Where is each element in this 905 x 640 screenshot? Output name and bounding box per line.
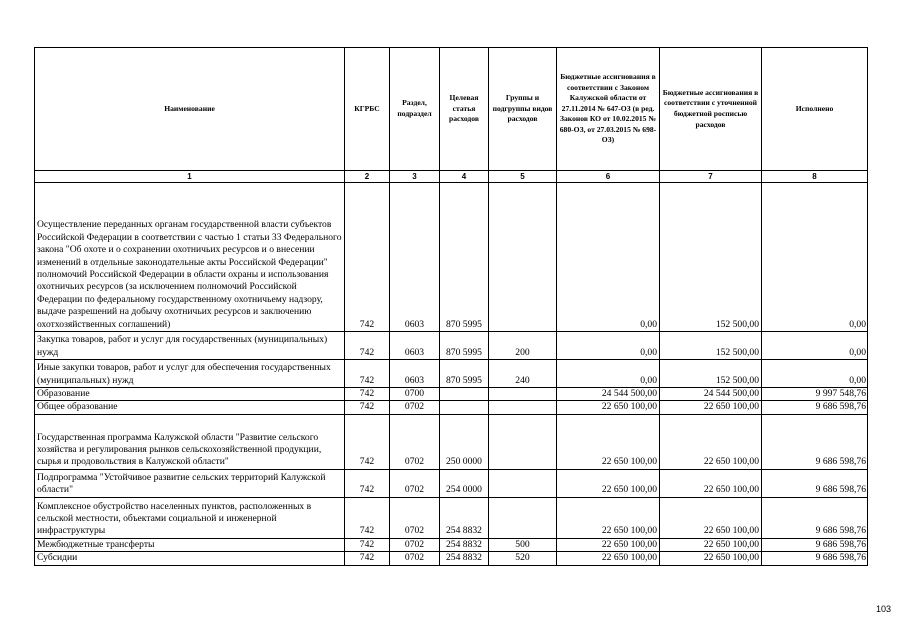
row-target-article: 870 5995 <box>440 183 489 332</box>
table-row <box>35 469 868 497</box>
header-kgrbs: КГРБС <box>345 48 390 171</box>
row-name: Осуществление переданных органам государственной власти субъектов Российской Федерации в соответствии с частью 1 статьи 33 Федерального закона "Об охоте и о сохранении охотничьих ресурсов и о внесении изменений в отдельные законодательные акты Российской Федерации" полномочий Российской Федерации в области охраны и использования охотничьих ресурсов (за исключением полномочий Российской Федерации по федеральному государственному охотничьему надзору, выдаче разрешений на добычу охотничьих ресурсов и заключению охотхозяйственных соглашений) <box>35 183 345 332</box>
row-razdel: 0700 <box>390 388 440 401</box>
row-budget-law: 22 650 100,00 <box>557 552 660 565</box>
row-target-article: 254 0000 <box>440 469 489 497</box>
row-budget-law: 22 650 100,00 <box>557 538 660 551</box>
row-name: Образование <box>35 388 345 401</box>
row-razdel: 0702 <box>390 401 440 414</box>
table-row <box>35 497 868 538</box>
row-name: Субсидии <box>35 552 345 565</box>
row-kgrbs: 742 <box>345 552 390 565</box>
table-row <box>35 332 868 360</box>
table-row <box>35 183 868 332</box>
row-expense-type: 200 <box>489 332 557 360</box>
page-number: 103 <box>876 604 892 614</box>
header-razdel: Раздел, подраздел <box>390 48 440 171</box>
row-budget-refined: 152 500,00 <box>660 183 762 332</box>
row-expense-type <box>489 497 557 538</box>
header-executed: Исполнено <box>762 48 868 171</box>
row-target-article: 254 8832 <box>440 552 489 565</box>
row-executed: 9 997 548,76 <box>762 388 868 401</box>
table-row <box>35 360 868 388</box>
column-number: 6 <box>557 171 660 183</box>
row-expense-type: 240 <box>489 360 557 388</box>
row-razdel: 0702 <box>390 414 440 469</box>
row-executed: 9 686 598,76 <box>762 401 868 414</box>
row-expense-type <box>489 388 557 401</box>
row-expense-type <box>489 414 557 469</box>
row-razdel: 0702 <box>390 552 440 565</box>
row-executed: 0,00 <box>762 360 868 388</box>
table-row <box>35 401 868 414</box>
row-budget-law: 22 650 100,00 <box>557 469 660 497</box>
table-row <box>35 552 868 565</box>
row-budget-law: 0,00 <box>557 183 660 332</box>
column-number: 8 <box>762 171 868 183</box>
row-kgrbs: 742 <box>345 538 390 551</box>
row-budget-law: 22 650 100,00 <box>557 497 660 538</box>
row-executed: 9 686 598,76 <box>762 497 868 538</box>
row-name: Закупка товаров, работ и услуг для государственных (муниципальных) нужд <box>35 332 345 360</box>
row-budget-law: 0,00 <box>557 332 660 360</box>
row-budget-refined: 152 500,00 <box>660 332 762 360</box>
row-budget-law: 24 544 500,00 <box>557 388 660 401</box>
row-target-article: 254 8832 <box>440 497 489 538</box>
row-name: Комплексное обустройство населенных пунктов, расположенных в сельской местности, объектами социальной и инженерной инфраструктуры <box>35 497 345 538</box>
row-razdel: 0702 <box>390 469 440 497</box>
row-name: Межбюджетные трансферты <box>35 538 345 551</box>
row-kgrbs: 742 <box>345 183 390 332</box>
row-target-article <box>440 388 489 401</box>
row-razdel: 0702 <box>390 497 440 538</box>
header-budget-law: Бюджетные ассигнования в соответствии с Законом Калужской области от 27.11.2014 № 647-ОЗ (в ред. Законов КО от 10.02.2015 № 680-ОЗ, от 27.03.2015 № 698-ОЗ) <box>557 48 660 171</box>
column-number: 2 <box>345 171 390 183</box>
row-executed: 0,00 <box>762 183 868 332</box>
row-executed: 9 686 598,76 <box>762 552 868 565</box>
row-razdel: 0603 <box>390 332 440 360</box>
row-executed: 0,00 <box>762 332 868 360</box>
row-expense-type: 520 <box>489 552 557 565</box>
row-name: Государственная программа Калужской области "Развитие сельского хозяйства и регулирования рынков сельскохозяйственной продукции, сырья и продовольствия в Калужской области" <box>35 414 345 469</box>
row-budget-refined: 22 650 100,00 <box>660 538 762 551</box>
row-expense-type: 500 <box>489 538 557 551</box>
row-budget-refined: 22 650 100,00 <box>660 401 762 414</box>
column-number: 4 <box>440 171 489 183</box>
row-expense-type <box>489 183 557 332</box>
row-kgrbs: 742 <box>345 360 390 388</box>
row-target-article: 870 5995 <box>440 360 489 388</box>
row-kgrbs: 742 <box>345 401 390 414</box>
budget-table <box>34 47 868 566</box>
column-number: 7 <box>660 171 762 183</box>
row-executed: 9 686 598,76 <box>762 538 868 551</box>
column-number-row <box>35 171 868 183</box>
row-razdel: 0702 <box>390 538 440 551</box>
row-kgrbs: 742 <box>345 332 390 360</box>
row-expense-type <box>489 469 557 497</box>
column-number: 1 <box>35 171 345 183</box>
header-expense-type: Группы и подгруппы видов расходов <box>489 48 557 171</box>
row-kgrbs: 742 <box>345 497 390 538</box>
table-row <box>35 388 868 401</box>
row-executed: 9 686 598,76 <box>762 469 868 497</box>
row-budget-law: 22 650 100,00 <box>557 401 660 414</box>
row-kgrbs: 742 <box>345 414 390 469</box>
row-razdel: 0603 <box>390 183 440 332</box>
row-budget-refined: 22 650 100,00 <box>660 552 762 565</box>
table-row <box>35 414 868 469</box>
table-row <box>35 538 868 551</box>
row-name: Подпрограмма "Устойчивое развитие сельских территорий Калужской области" <box>35 469 345 497</box>
row-budget-refined: 22 650 100,00 <box>660 414 762 469</box>
row-expense-type <box>489 401 557 414</box>
row-target-article: 254 8832 <box>440 538 489 551</box>
header-row <box>35 48 868 171</box>
row-budget-law: 0,00 <box>557 360 660 388</box>
column-number: 3 <box>390 171 440 183</box>
header-budget-refined: Бюджетные ассигнования в соответствии с уточненной бюджетной росписью расходов <box>660 48 762 171</box>
header-target-article: Целевая статья расходов <box>440 48 489 171</box>
row-budget-law: 22 650 100,00 <box>557 414 660 469</box>
row-razdel: 0603 <box>390 360 440 388</box>
row-budget-refined: 152 500,00 <box>660 360 762 388</box>
row-kgrbs: 742 <box>345 469 390 497</box>
row-target-article: 250 0000 <box>440 414 489 469</box>
row-target-article: 870 5995 <box>440 332 489 360</box>
row-budget-refined: 22 650 100,00 <box>660 469 762 497</box>
row-target-article <box>440 401 489 414</box>
row-budget-refined: 22 650 100,00 <box>660 497 762 538</box>
row-name: Общее образование <box>35 401 345 414</box>
row-name: Иные закупки товаров, работ и услуг для обеспечения государственных (муниципальных) нужд <box>35 360 345 388</box>
row-executed: 9 686 598,76 <box>762 414 868 469</box>
column-number: 5 <box>489 171 557 183</box>
header-name: Наименование <box>35 48 345 171</box>
row-kgrbs: 742 <box>345 388 390 401</box>
row-budget-refined: 24 544 500,00 <box>660 388 762 401</box>
